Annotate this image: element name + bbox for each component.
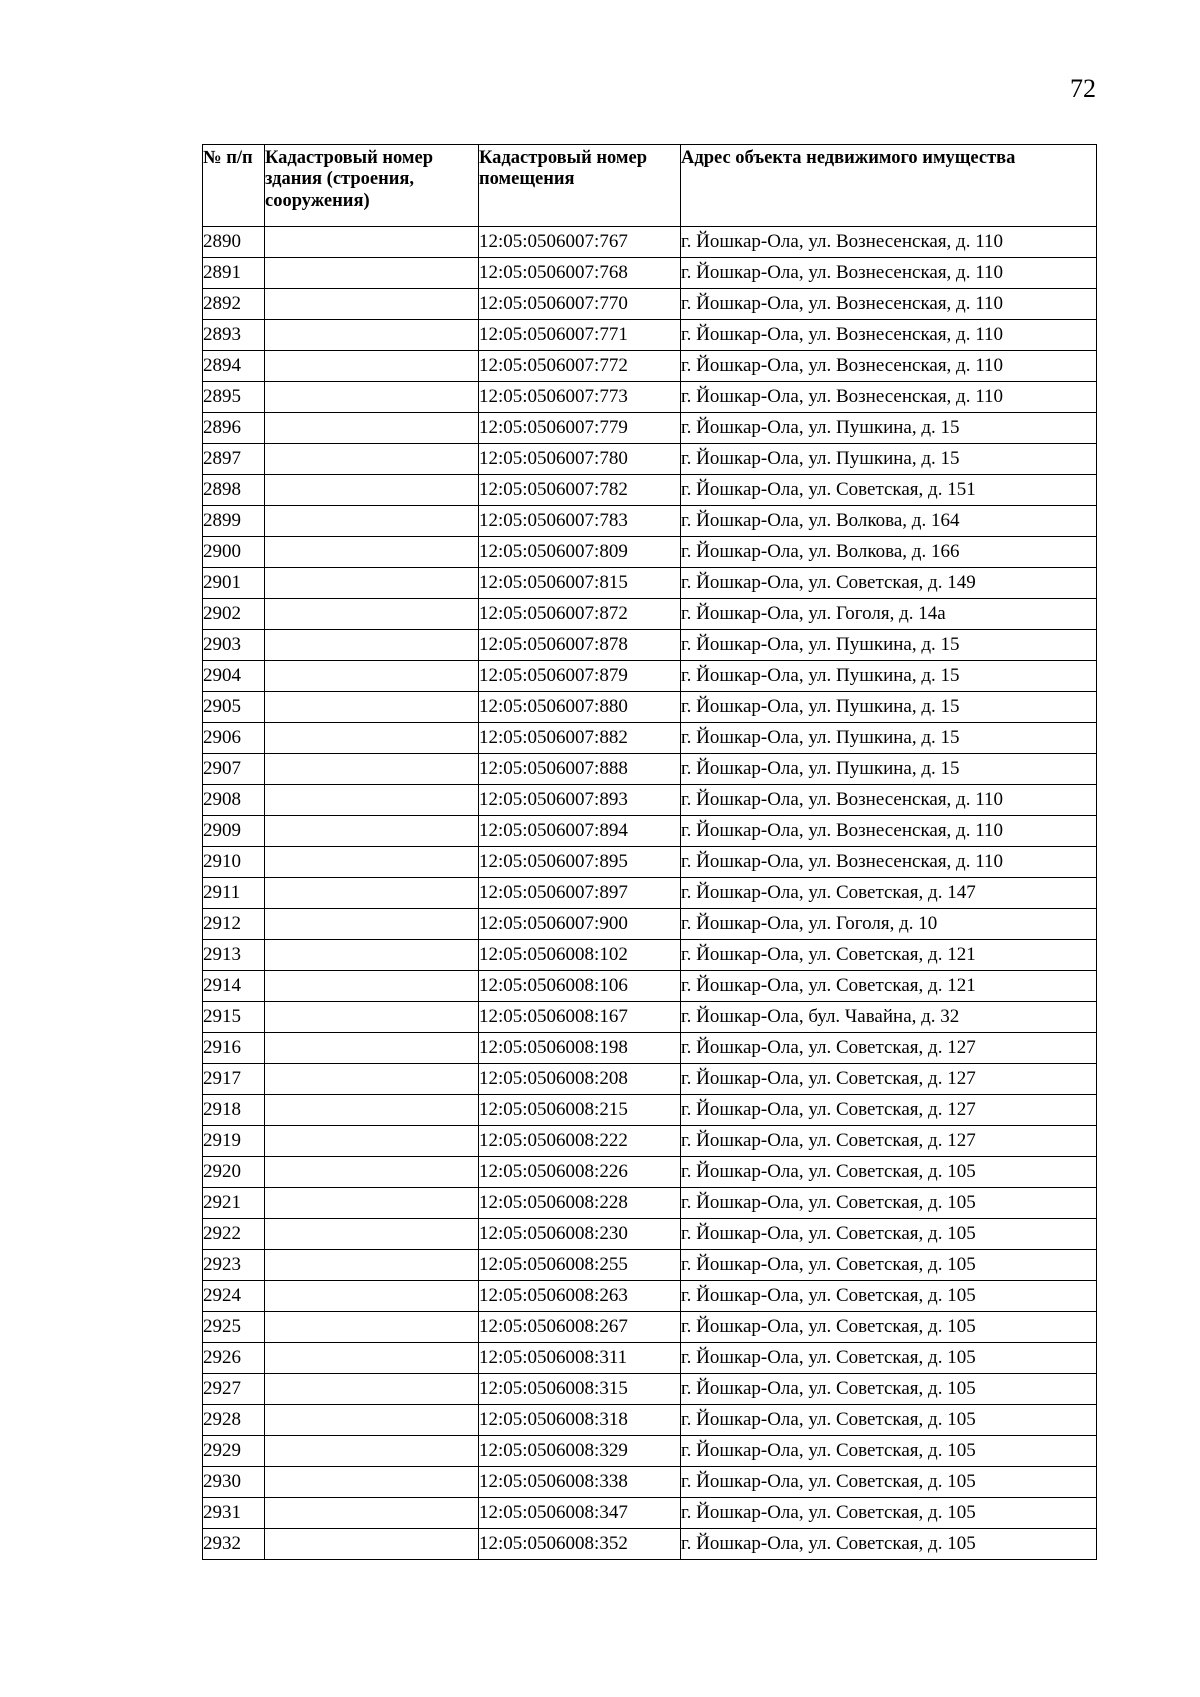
address-cell: г. Йошкар-Ола, ул. Вознесенская, д. 110 — [681, 382, 1097, 413]
row-number-cell: 2908 — [203, 785, 265, 816]
room-cadastral-number-cell: 12:05:0506008:338 — [479, 1467, 681, 1498]
room-cadastral-number-cell: 12:05:0506008:226 — [479, 1157, 681, 1188]
table-row — [203, 785, 1097, 816]
table-row — [203, 1529, 1097, 1560]
row-number-cell: 2912 — [203, 909, 265, 940]
header-building-cadastral-number: Кадастровый номер здания (строения, сооружения) — [265, 145, 479, 227]
table-row — [203, 1126, 1097, 1157]
address-cell: г. Йошкар-Ола, ул. Советская, д. 105 — [681, 1250, 1097, 1281]
row-number-cell: 2932 — [203, 1529, 265, 1560]
building-cadastral-number-cell — [265, 1002, 479, 1033]
room-cadastral-number-cell: 12:05:0506007:771 — [479, 320, 681, 351]
table-row — [203, 475, 1097, 506]
building-cadastral-number-cell — [265, 351, 479, 382]
row-number-cell: 2906 — [203, 723, 265, 754]
address-cell: г. Йошкар-Ола, ул. Советская, д. 127 — [681, 1064, 1097, 1095]
address-cell: г. Йошкар-Ола, ул. Советская, д. 105 — [681, 1436, 1097, 1467]
address-cell: г. Йошкар-Ола, ул. Советская, д. 121 — [681, 971, 1097, 1002]
table-row — [203, 692, 1097, 723]
row-number-cell: 2924 — [203, 1281, 265, 1312]
row-number-cell: 2929 — [203, 1436, 265, 1467]
building-cadastral-number-cell — [265, 1374, 479, 1405]
building-cadastral-number-cell — [265, 661, 479, 692]
table-row — [203, 506, 1097, 537]
building-cadastral-number-cell — [265, 382, 479, 413]
room-cadastral-number-cell: 12:05:0506007:893 — [479, 785, 681, 816]
row-number-cell: 2902 — [203, 599, 265, 630]
row-number-cell: 2919 — [203, 1126, 265, 1157]
address-cell: г. Йошкар-Ола, ул. Советская, д. 105 — [681, 1188, 1097, 1219]
table-row — [203, 444, 1097, 475]
address-cell: г. Йошкар-Ола, ул. Советская, д. 105 — [681, 1312, 1097, 1343]
room-cadastral-number-cell: 12:05:0506007:895 — [479, 847, 681, 878]
room-cadastral-number-cell: 12:05:0506007:768 — [479, 258, 681, 289]
address-cell: г. Йошкар-Ола, ул. Вознесенская, д. 110 — [681, 847, 1097, 878]
room-cadastral-number-cell: 12:05:0506007:897 — [479, 878, 681, 909]
row-number-cell: 2901 — [203, 568, 265, 599]
table-row — [203, 1095, 1097, 1126]
table-row — [203, 723, 1097, 754]
address-cell: г. Йошкар-Ола, ул. Пушкина, д. 15 — [681, 630, 1097, 661]
room-cadastral-number-cell: 12:05:0506007:815 — [479, 568, 681, 599]
table-row — [203, 661, 1097, 692]
table-row — [203, 599, 1097, 630]
row-number-cell: 2893 — [203, 320, 265, 351]
address-cell: г. Йошкар-Ола, ул. Вознесенская, д. 110 — [681, 258, 1097, 289]
table-body — [203, 227, 1097, 1560]
building-cadastral-number-cell — [265, 1188, 479, 1219]
building-cadastral-number-cell — [265, 1343, 479, 1374]
address-cell: г. Йошкар-Ола, ул. Советская, д. 105 — [681, 1343, 1097, 1374]
room-cadastral-number-cell: 12:05:0506007:779 — [479, 413, 681, 444]
room-cadastral-number-cell: 12:05:0506007:872 — [479, 599, 681, 630]
room-cadastral-number-cell: 12:05:0506007:780 — [479, 444, 681, 475]
row-number-cell: 2890 — [203, 227, 265, 258]
address-cell: г. Йошкар-Ола, ул. Вознесенская, д. 110 — [681, 320, 1097, 351]
row-number-cell: 2921 — [203, 1188, 265, 1219]
row-number-cell: 2915 — [203, 1002, 265, 1033]
room-cadastral-number-cell: 12:05:0506008:263 — [479, 1281, 681, 1312]
address-cell: г. Йошкар-Ола, ул. Советская, д. 127 — [681, 1126, 1097, 1157]
row-number-cell: 2894 — [203, 351, 265, 382]
building-cadastral-number-cell — [265, 785, 479, 816]
table-row — [203, 1374, 1097, 1405]
property-registry-table — [202, 144, 1097, 1560]
building-cadastral-number-cell — [265, 1064, 479, 1095]
address-cell: г. Йошкар-Ола, ул. Волкова, д. 164 — [681, 506, 1097, 537]
table-row — [203, 1157, 1097, 1188]
table-row — [203, 878, 1097, 909]
building-cadastral-number-cell — [265, 909, 479, 940]
address-cell: г. Йошкар-Ола, ул. Советская, д. 105 — [681, 1374, 1097, 1405]
header-row-number: № п/п — [203, 145, 265, 227]
table-row — [203, 1064, 1097, 1095]
room-cadastral-number-cell: 12:05:0506008:198 — [479, 1033, 681, 1064]
row-number-cell: 2896 — [203, 413, 265, 444]
building-cadastral-number-cell — [265, 1219, 479, 1250]
table-row — [203, 413, 1097, 444]
table-row — [203, 1467, 1097, 1498]
table-row — [203, 382, 1097, 413]
row-number-cell: 2913 — [203, 940, 265, 971]
table-row — [203, 940, 1097, 971]
building-cadastral-number-cell — [265, 630, 479, 661]
building-cadastral-number-cell — [265, 1529, 479, 1560]
row-number-cell: 2918 — [203, 1095, 265, 1126]
row-number-cell: 2891 — [203, 258, 265, 289]
room-cadastral-number-cell: 12:05:0506008:230 — [479, 1219, 681, 1250]
row-number-cell: 2930 — [203, 1467, 265, 1498]
room-cadastral-number-cell: 12:05:0506008:228 — [479, 1188, 681, 1219]
room-cadastral-number-cell: 12:05:0506007:809 — [479, 537, 681, 568]
table-row — [203, 1312, 1097, 1343]
building-cadastral-number-cell — [265, 754, 479, 785]
room-cadastral-number-cell: 12:05:0506007:880 — [479, 692, 681, 723]
room-cadastral-number-cell: 12:05:0506007:879 — [479, 661, 681, 692]
row-number-cell: 2910 — [203, 847, 265, 878]
room-cadastral-number-cell: 12:05:0506007:773 — [479, 382, 681, 413]
room-cadastral-number-cell: 12:05:0506008:318 — [479, 1405, 681, 1436]
row-number-cell: 2907 — [203, 754, 265, 785]
building-cadastral-number-cell — [265, 1157, 479, 1188]
table-row — [203, 971, 1097, 1002]
table-row — [203, 1219, 1097, 1250]
row-number-cell: 2923 — [203, 1250, 265, 1281]
room-cadastral-number-cell: 12:05:0506008:352 — [479, 1529, 681, 1560]
address-cell: г. Йошкар-Ола, ул. Советская, д. 127 — [681, 1095, 1097, 1126]
table-row — [203, 1281, 1097, 1312]
building-cadastral-number-cell — [265, 692, 479, 723]
address-cell: г. Йошкар-Ола, ул. Советская, д. 147 — [681, 878, 1097, 909]
room-cadastral-number-cell: 12:05:0506007:783 — [479, 506, 681, 537]
building-cadastral-number-cell — [265, 1033, 479, 1064]
row-number-cell: 2897 — [203, 444, 265, 475]
building-cadastral-number-cell — [265, 258, 479, 289]
table-row — [203, 227, 1097, 258]
row-number-cell: 2892 — [203, 289, 265, 320]
table-row — [203, 1343, 1097, 1374]
table-row — [203, 630, 1097, 661]
table-header-row — [203, 145, 1097, 227]
address-cell: г. Йошкар-Ола, ул. Пушкина, д. 15 — [681, 413, 1097, 444]
room-cadastral-number-cell: 12:05:0506008:347 — [479, 1498, 681, 1529]
header-address: Адрес объекта недвижимого имущества — [681, 145, 1097, 227]
building-cadastral-number-cell — [265, 1436, 479, 1467]
table-row — [203, 351, 1097, 382]
address-cell: г. Йошкар-Ола, ул. Гоголя, д. 14а — [681, 599, 1097, 630]
address-cell: г. Йошкар-Ола, ул. Вознесенская, д. 110 — [681, 816, 1097, 847]
address-cell: г. Йошкар-Ола, ул. Вознесенская, д. 110 — [681, 785, 1097, 816]
address-cell: г. Йошкар-Ола, ул. Советская, д. 105 — [681, 1498, 1097, 1529]
room-cadastral-number-cell: 12:05:0506007:888 — [479, 754, 681, 785]
address-cell: г. Йошкар-Ола, бул. Чавайна, д. 32 — [681, 1002, 1097, 1033]
address-cell: г. Йошкар-Ола, ул. Пушкина, д. 15 — [681, 723, 1097, 754]
address-cell: г. Йошкар-Ола, ул. Пушкина, д. 15 — [681, 661, 1097, 692]
table-row — [203, 568, 1097, 599]
room-cadastral-number-cell: 12:05:0506007:878 — [479, 630, 681, 661]
row-number-cell: 2926 — [203, 1343, 265, 1374]
room-cadastral-number-cell: 12:05:0506007:782 — [479, 475, 681, 506]
room-cadastral-number-cell: 12:05:0506008:315 — [479, 1374, 681, 1405]
row-number-cell: 2905 — [203, 692, 265, 723]
row-number-cell: 2904 — [203, 661, 265, 692]
address-cell: г. Йошкар-Ола, ул. Советская, д. 127 — [681, 1033, 1097, 1064]
row-number-cell: 2909 — [203, 816, 265, 847]
building-cadastral-number-cell — [265, 1095, 479, 1126]
room-cadastral-number-cell: 12:05:0506007:770 — [479, 289, 681, 320]
building-cadastral-number-cell — [265, 537, 479, 568]
address-cell: г. Йошкар-Ола, ул. Пушкина, д. 15 — [681, 754, 1097, 785]
table-row — [203, 1002, 1097, 1033]
building-cadastral-number-cell — [265, 227, 479, 258]
row-number-cell: 2916 — [203, 1033, 265, 1064]
table-row — [203, 754, 1097, 785]
table-row — [203, 258, 1097, 289]
address-cell: г. Йошкар-Ола, ул. Вознесенская, д. 110 — [681, 227, 1097, 258]
table-row — [203, 1188, 1097, 1219]
room-cadastral-number-cell: 12:05:0506007:767 — [479, 227, 681, 258]
room-cadastral-number-cell: 12:05:0506007:894 — [479, 816, 681, 847]
table-row — [203, 289, 1097, 320]
building-cadastral-number-cell — [265, 971, 479, 1002]
address-cell: г. Йошкар-Ола, ул. Вознесенская, д. 110 — [681, 289, 1097, 320]
building-cadastral-number-cell — [265, 1498, 479, 1529]
address-cell: г. Йошкар-Ола, ул. Советская, д. 105 — [681, 1281, 1097, 1312]
address-cell: г. Йошкар-Ола, ул. Советская, д. 105 — [681, 1405, 1097, 1436]
address-cell: г. Йошкар-Ола, ул. Вознесенская, д. 110 — [681, 351, 1097, 382]
building-cadastral-number-cell — [265, 816, 479, 847]
building-cadastral-number-cell — [265, 320, 479, 351]
room-cadastral-number-cell: 12:05:0506007:882 — [479, 723, 681, 754]
address-cell: г. Йошкар-Ола, ул. Гоголя, д. 10 — [681, 909, 1097, 940]
address-cell: г. Йошкар-Ола, ул. Советская, д. 149 — [681, 568, 1097, 599]
room-cadastral-number-cell: 12:05:0506008:222 — [479, 1126, 681, 1157]
address-cell: г. Йошкар-Ола, ул. Советская, д. 105 — [681, 1219, 1097, 1250]
table-row — [203, 1498, 1097, 1529]
row-number-cell: 2917 — [203, 1064, 265, 1095]
address-cell: г. Йошкар-Ола, ул. Пушкина, д. 15 — [681, 444, 1097, 475]
building-cadastral-number-cell — [265, 568, 479, 599]
address-cell: г. Йошкар-Ола, ул. Советская, д. 121 — [681, 940, 1097, 971]
building-cadastral-number-cell — [265, 506, 479, 537]
room-cadastral-number-cell: 12:05:0506007:772 — [479, 351, 681, 382]
address-cell: г. Йошкар-Ола, ул. Волкова, д. 166 — [681, 537, 1097, 568]
address-cell: г. Йошкар-Ола, ул. Пушкина, д. 15 — [681, 692, 1097, 723]
room-cadastral-number-cell: 12:05:0506008:329 — [479, 1436, 681, 1467]
building-cadastral-number-cell — [265, 1312, 479, 1343]
address-cell: г. Йошкар-Ола, ул. Советская, д. 105 — [681, 1157, 1097, 1188]
room-cadastral-number-cell: 12:05:0506008:215 — [479, 1095, 681, 1126]
building-cadastral-number-cell — [265, 1250, 479, 1281]
room-cadastral-number-cell: 12:05:0506008:167 — [479, 1002, 681, 1033]
row-number-cell: 2925 — [203, 1312, 265, 1343]
room-cadastral-number-cell: 12:05:0506008:106 — [479, 971, 681, 1002]
room-cadastral-number-cell: 12:05:0506008:255 — [479, 1250, 681, 1281]
row-number-cell: 2898 — [203, 475, 265, 506]
row-number-cell: 2899 — [203, 506, 265, 537]
row-number-cell: 2895 — [203, 382, 265, 413]
building-cadastral-number-cell — [265, 475, 479, 506]
table-row — [203, 909, 1097, 940]
room-cadastral-number-cell: 12:05:0506007:900 — [479, 909, 681, 940]
row-number-cell: 2920 — [203, 1157, 265, 1188]
table-row — [203, 1436, 1097, 1467]
row-number-cell: 2928 — [203, 1405, 265, 1436]
row-number-cell: 2900 — [203, 537, 265, 568]
room-cadastral-number-cell: 12:05:0506008:208 — [479, 1064, 681, 1095]
row-number-cell: 2927 — [203, 1374, 265, 1405]
table-row — [203, 1250, 1097, 1281]
address-cell: г. Йошкар-Ола, ул. Советская, д. 105 — [681, 1529, 1097, 1560]
table-row — [203, 537, 1097, 568]
building-cadastral-number-cell — [265, 1126, 479, 1157]
row-number-cell: 2914 — [203, 971, 265, 1002]
table-row — [203, 1405, 1097, 1436]
row-number-cell: 2922 — [203, 1219, 265, 1250]
header-room-cadastral-number: Кадастровый номер помещения — [479, 145, 681, 227]
row-number-cell: 2911 — [203, 878, 265, 909]
building-cadastral-number-cell — [265, 1467, 479, 1498]
building-cadastral-number-cell — [265, 444, 479, 475]
building-cadastral-number-cell — [265, 723, 479, 754]
table-row — [203, 320, 1097, 351]
row-number-cell: 2931 — [203, 1498, 265, 1529]
building-cadastral-number-cell — [265, 878, 479, 909]
building-cadastral-number-cell — [265, 847, 479, 878]
building-cadastral-number-cell — [265, 289, 479, 320]
building-cadastral-number-cell — [265, 940, 479, 971]
building-cadastral-number-cell — [265, 1281, 479, 1312]
building-cadastral-number-cell — [265, 599, 479, 630]
building-cadastral-number-cell — [265, 1405, 479, 1436]
table-row — [203, 1033, 1097, 1064]
room-cadastral-number-cell: 12:05:0506008:102 — [479, 940, 681, 971]
row-number-cell: 2903 — [203, 630, 265, 661]
building-cadastral-number-cell — [265, 413, 479, 444]
table-row — [203, 847, 1097, 878]
room-cadastral-number-cell: 12:05:0506008:267 — [479, 1312, 681, 1343]
room-cadastral-number-cell: 12:05:0506008:311 — [479, 1343, 681, 1374]
page-number: 72 — [1070, 74, 1096, 103]
address-cell: г. Йошкар-Ола, ул. Советская, д. 105 — [681, 1467, 1097, 1498]
address-cell: г. Йошкар-Ола, ул. Советская, д. 151 — [681, 475, 1097, 506]
table-row — [203, 816, 1097, 847]
